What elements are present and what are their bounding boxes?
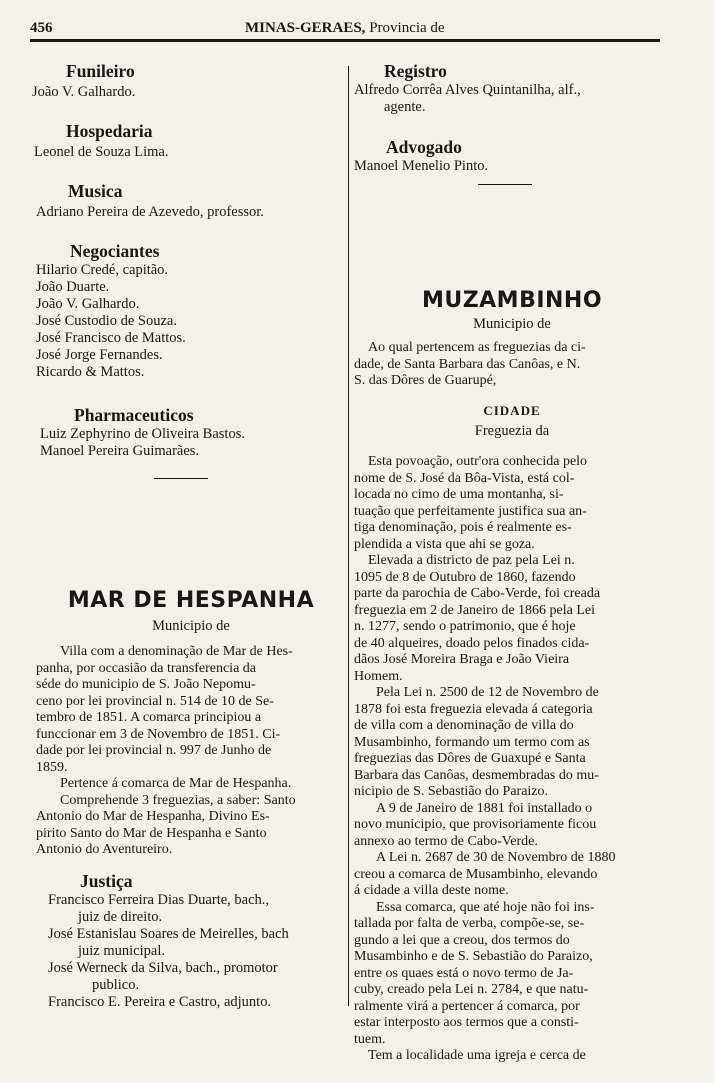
- text-line: Esta povoação, outr'ora conhecida pelo: [368, 454, 588, 469]
- entry-line: Hilario Credé, capitão.: [36, 262, 169, 278]
- advogado-entries: [354, 158, 488, 175]
- entry-line: João V. Galhardo.: [36, 296, 140, 312]
- text-line: Tem a localidade uma igreja e cerca de: [368, 1048, 586, 1063]
- municipality-title: MAR DE HESPANHA: [67, 588, 315, 613]
- text-line: freguezia em 2 de Janeiro de 1866 pela Lei: [354, 602, 596, 618]
- text-line: estar interposto aos termos que a consti-: [354, 1015, 579, 1030]
- freguezia-subtitle: Freguezia da: [474, 423, 550, 439]
- text-line: A 9 de Janeiro de 1881 foi installado o: [376, 800, 593, 816]
- entry-line: José Estanislau Soares de Meirelles, bach: [48, 926, 289, 942]
- section-justica: [80, 870, 133, 892]
- section-heading: Justiça: [80, 871, 133, 891]
- entry-line: Leonel de Souza Lima.: [34, 144, 169, 160]
- section-heading: Musica: [68, 181, 123, 201]
- text-line: funccionar em 3 de Novembro de 1851. Ci-: [36, 726, 281, 742]
- entry-line: José Francisco de Mattos.: [36, 330, 186, 346]
- entry-line: Ricardo & Mattos.: [36, 364, 145, 380]
- text-line: Ao qual pertencem as freguezias da ci-: [368, 340, 586, 355]
- text-line: Villa com a denominação de Mar de Hes-: [60, 644, 293, 659]
- pharmaceuticos-entries: [40, 426, 245, 460]
- header-rule: [30, 39, 660, 42]
- text-line: ceno por lei provincial n. 514 de 10 de Se-: [36, 693, 274, 709]
- section-hospedaria: [66, 120, 153, 142]
- text-line: séde do municipio de S. João Nepomu-: [36, 677, 256, 692]
- section-musica: [68, 180, 122, 202]
- entry-line: Francisco E. Pereira e Castro, adjunto.: [48, 994, 272, 1010]
- text-line: Barbara das Canôas, desmembradas do mu-: [354, 767, 599, 783]
- text-line: gundo a lei que a creou, dos termos do: [354, 932, 570, 948]
- section-heading: Hospedaria: [66, 121, 153, 141]
- text-line: Pela Lei n. 2500 de 12 de Novembro de: [376, 685, 599, 700]
- text-line: Elevada a districto de paz pela Lei n.: [368, 553, 575, 568]
- text-line: 1859.: [36, 759, 68, 775]
- section-divider: [478, 184, 532, 185]
- hospedaria-entries: [34, 144, 168, 161]
- entry-line: publico.: [92, 977, 140, 993]
- text-line: dãos José Moreira Braga e João Vieira: [354, 652, 570, 667]
- entry-line: João Duarte.: [36, 279, 110, 295]
- muzambinho-intro: [354, 340, 670, 390]
- text-line: dade, de Santa Barbara das Canôas, e N.: [354, 356, 581, 372]
- entry-line: Manoel Pereira Guimarães.: [40, 443, 200, 459]
- text-line: freguezias das Dôres de Guaxupé e Santa: [354, 751, 586, 766]
- text-line: ralmente virá a pertencer á comarca, por: [354, 998, 580, 1014]
- section-heading: Negociantes: [70, 241, 160, 261]
- text-line: Antonio do Mar de Hespanha, Divino Es-: [36, 809, 270, 824]
- text-line: entre os quaes está o novo termo de Ja-: [354, 965, 574, 981]
- text-line: Musambinho, formando um termo com as: [354, 734, 590, 750]
- cidade-heading: CIDADE: [483, 403, 541, 418]
- text-line: de 40 alqueires, doado pelos finados cida-: [354, 635, 590, 651]
- municipality-title: MUZAMBINHO: [421, 288, 603, 313]
- text-line: novo municipio, que provisoriamente ficou: [354, 817, 597, 832]
- municipality-subtitle: Municipio de: [473, 316, 551, 332]
- text-line: tuação que perfeitamente justifica sua an-: [354, 503, 587, 519]
- text-line: 1095 de 8 de Outubro de 1860, fazendo: [354, 569, 576, 585]
- text-line: Musambinho e de S. Sebastião do Paraizo,: [354, 949, 593, 964]
- text-line: annexo ao termo de Cabo-Verde.: [354, 833, 538, 849]
- funileiro-entries: [32, 84, 135, 101]
- section-advogado: [386, 136, 462, 158]
- text-line: 1878 foi esta freguezia elevada á categoria: [354, 701, 593, 717]
- text-line: parte da parochia de Cabo-Verde, foi creada: [354, 586, 601, 601]
- running-title-sub: Provincia de: [369, 20, 445, 36]
- text-line: pirito Santo do Mar de Hespanha e Santo: [36, 825, 267, 841]
- running-title-main: MINAS-GERAES,: [245, 20, 366, 36]
- text-line: cuby, creado pela Lei n. 2784, e que natu-: [354, 982, 589, 997]
- text-line: Comprehende 3 freguezias, a saber: Santo: [60, 792, 296, 808]
- municipality-subtitle: Municipio de: [152, 618, 230, 634]
- justica-entries: [48, 892, 358, 1011]
- text-line: tiga denominação, pois é realmente es-: [354, 520, 572, 535]
- text-line: dade por lei provincial n. 997 de Junho de: [36, 743, 272, 758]
- entry-line: João V. Galhardo.: [32, 84, 136, 100]
- entry-line: juiz municipal.: [78, 943, 165, 959]
- entry-line: Luiz Zephyrino de Oliveira Bastos.: [40, 426, 245, 442]
- entry-line: José Jorge Fernandes.: [36, 347, 163, 363]
- entry-line: José Custodio de Souza.: [36, 313, 177, 329]
- section-negociantes: [70, 240, 159, 262]
- entry-line: Manoel Menelio Pinto.: [354, 158, 489, 174]
- negociantes-entries: [36, 262, 186, 381]
- section-divider: [154, 478, 208, 479]
- section-heading: Pharmaceuticos: [74, 405, 194, 425]
- section-pharmaceuticos: [74, 404, 194, 426]
- entry-line: juiz de direito.: [78, 909, 163, 925]
- text-line: tallada por falta de verba, compõe-se, se-: [354, 916, 585, 931]
- section-funileiro: [66, 60, 135, 82]
- text-line: tuem.: [354, 1031, 386, 1047]
- text-line: Essa comarca, que até hoje não foi ins-: [376, 899, 595, 915]
- section-heading: Advogado: [386, 137, 462, 157]
- text-line: nome de S. José da Bôa-Vista, está col-: [354, 470, 575, 486]
- section-muzambinho: [354, 288, 670, 333]
- section-registro: [384, 60, 447, 82]
- text-line: creou a comarca de Musambinho, elevando: [354, 866, 598, 882]
- text-line: Homem.: [354, 668, 403, 684]
- text-line: A Lei n. 2687 de 30 de Novembro de 1880: [376, 850, 616, 865]
- entry-line: José Werneck da Silva, bach., promotor: [48, 960, 278, 976]
- musica-entries: [36, 204, 264, 221]
- registro-entries: [354, 82, 581, 116]
- text-line: S. das Dôres de Guarupé,: [354, 373, 497, 388]
- entry-line: Alfredo Corrêa Alves Quintanilha, alf.,: [354, 82, 581, 98]
- muzambinho-text: [354, 454, 672, 1065]
- entry-line: Francisco Ferreira Dias Duarte, bach.,: [48, 892, 270, 908]
- text-line: locada no cimo de uma montanha, si-: [354, 487, 564, 502]
- text-line: panha, por occasião da transferencia da: [36, 660, 256, 676]
- entry-line: Adriano Pereira de Azevedo, professor.: [36, 204, 264, 220]
- page-number: 456: [30, 20, 53, 36]
- entry-line: agente.: [384, 99, 426, 115]
- text-line: Pertence á comarca de Mar de Hespanha.: [60, 776, 292, 791]
- section-heading: Registro: [384, 61, 447, 81]
- text-line: nicipio de S. Sebastião do Paraizo.: [354, 784, 549, 799]
- text-line: n. 1277, sendo o patrimonio, que é hoje: [354, 619, 576, 634]
- cidade-heading-block: [354, 402, 670, 440]
- mar-de-hespanha-text: [36, 644, 358, 859]
- running-title: [245, 20, 445, 37]
- text-line: de villa com a denominação de villa do: [354, 718, 574, 733]
- text-line: plendida a vista que ahi se goza.: [354, 536, 535, 552]
- column-separator: [348, 66, 349, 1006]
- text-line: tembro de 1851. A comarca principiou a: [36, 710, 262, 725]
- section-heading: Funileiro: [66, 61, 135, 81]
- text-line: Antonio do Aventureiro.: [36, 842, 173, 857]
- section-mar-de-hespanha: [36, 588, 346, 635]
- text-line: á cidade a villa deste nome.: [354, 883, 509, 898]
